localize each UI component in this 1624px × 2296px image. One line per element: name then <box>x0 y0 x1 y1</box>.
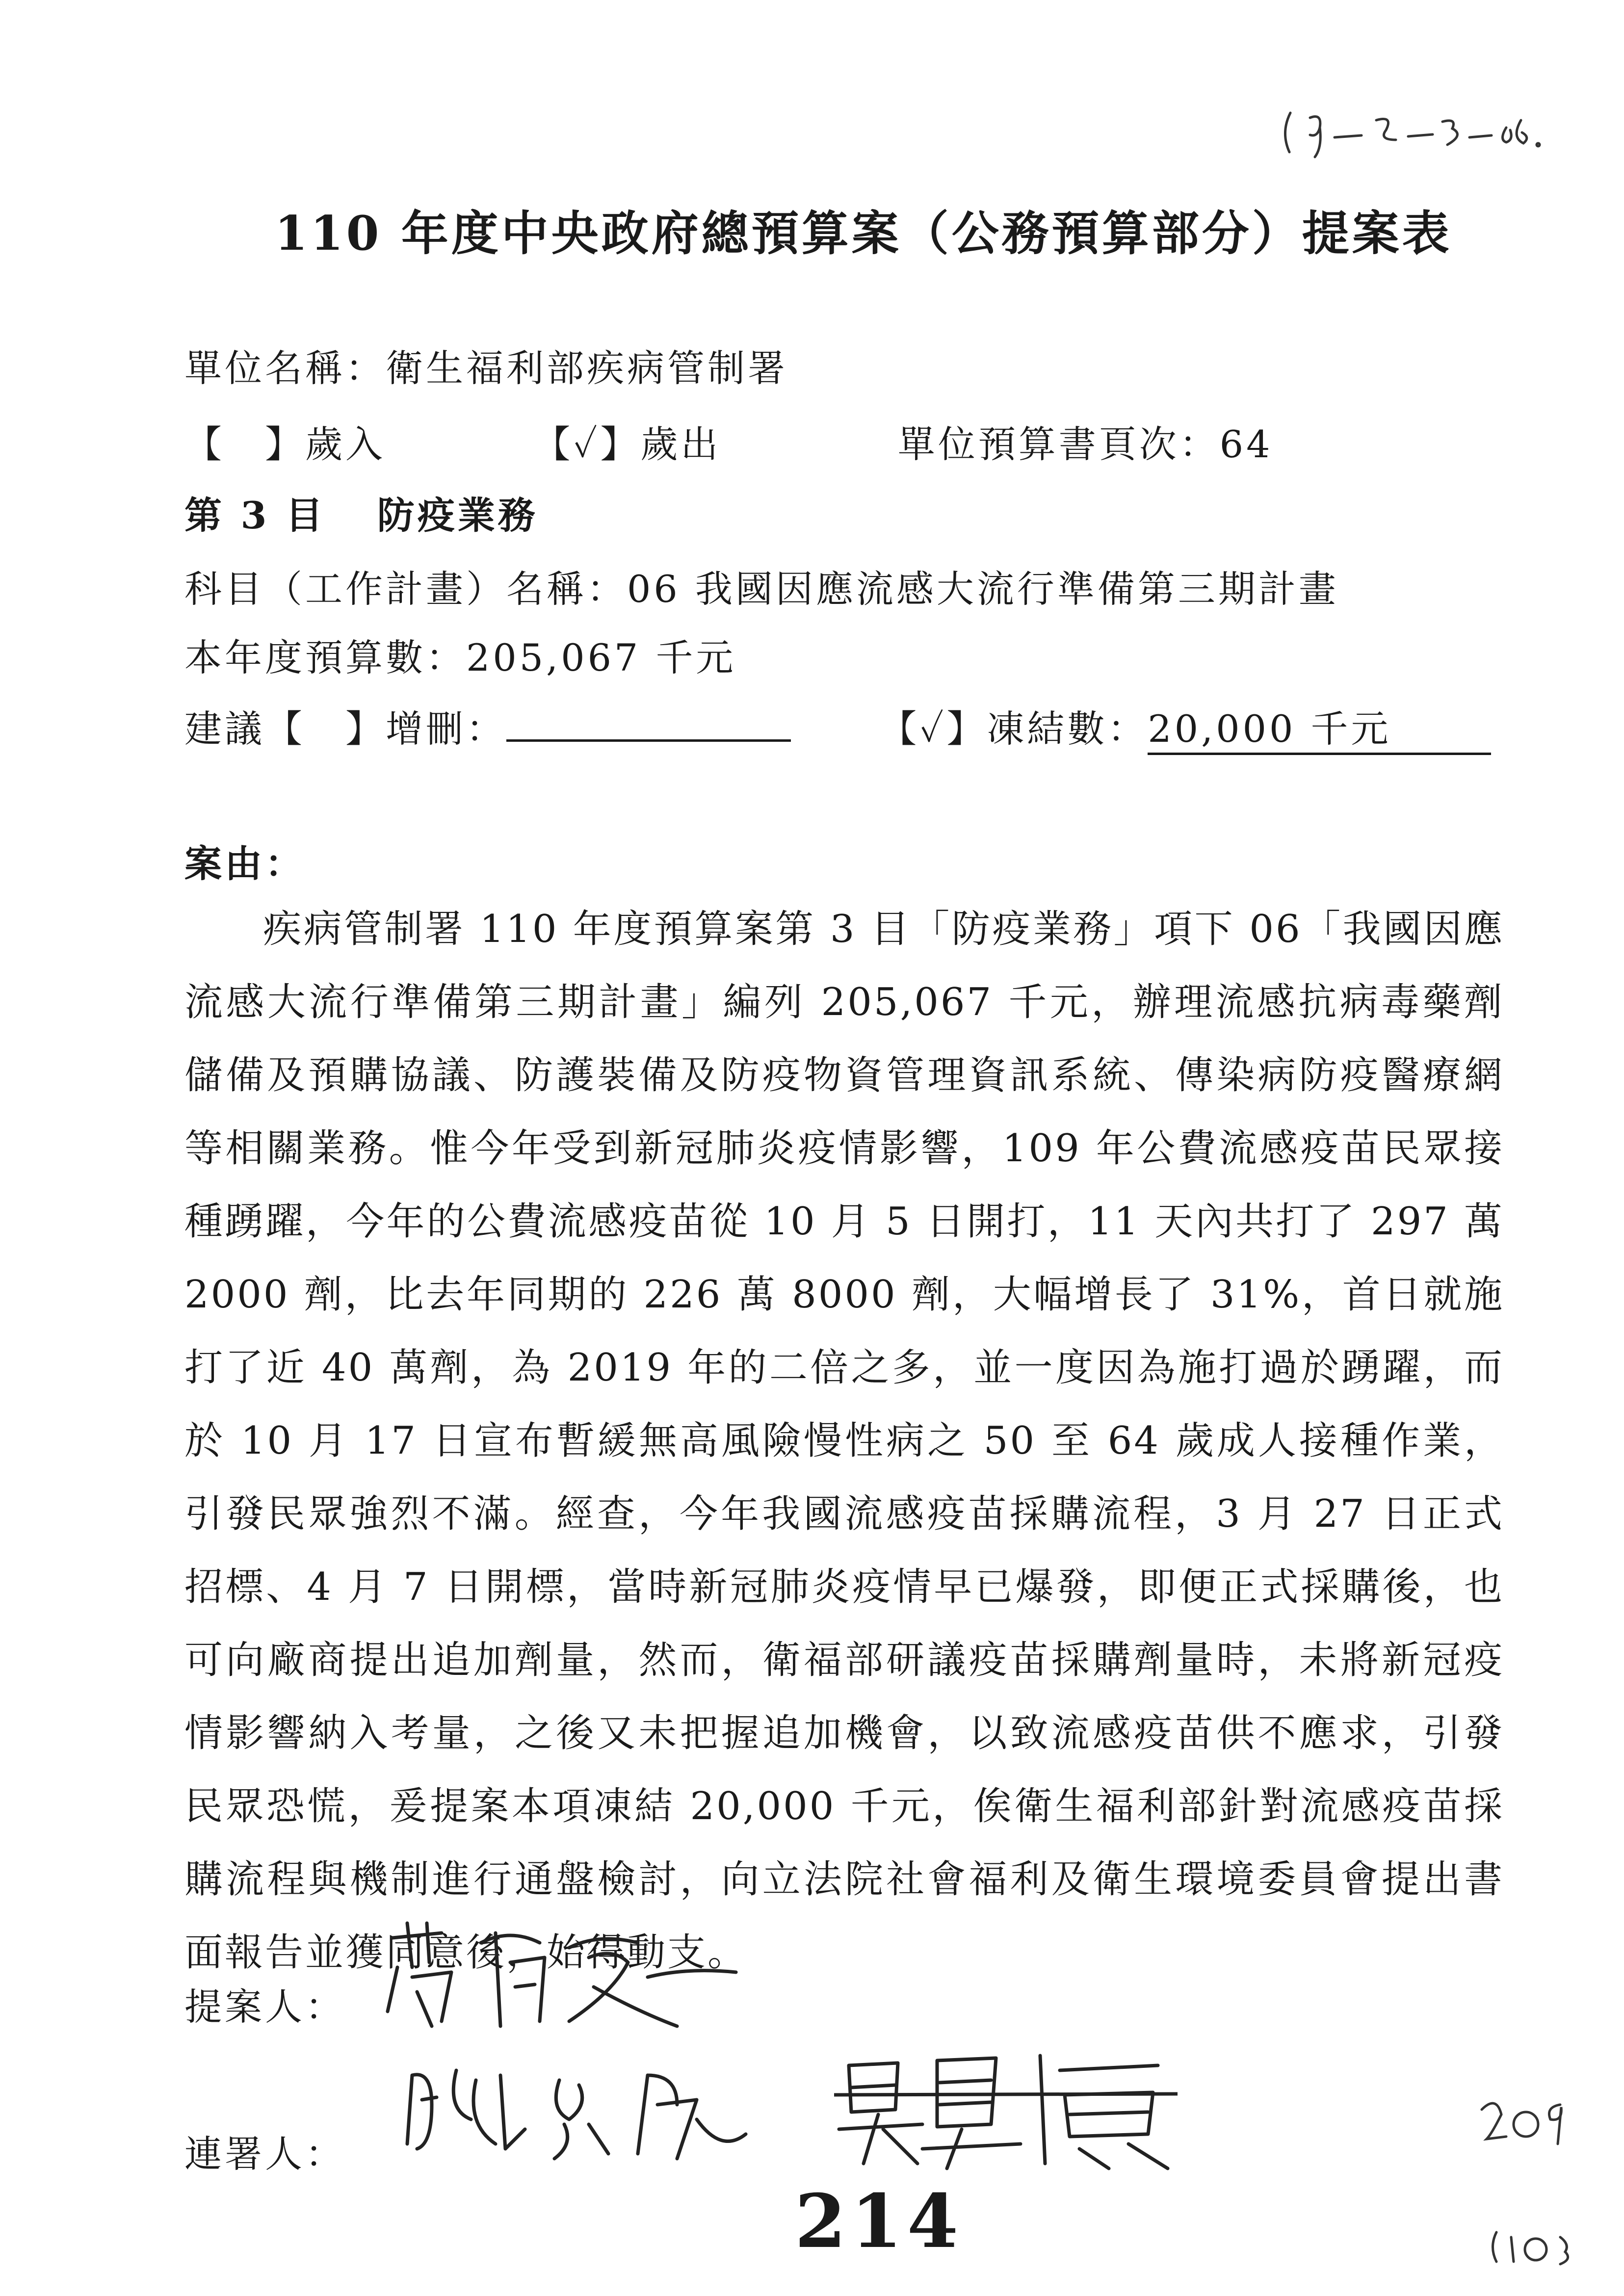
freeze-label: 凍結數： <box>987 707 1148 751</box>
item-label: 第 3 目 <box>184 494 326 537</box>
item-row <box>184 486 538 539</box>
program-row <box>184 559 1339 613</box>
expense-label: 歲出 <box>640 422 721 466</box>
unit-value: 衛生福利部疾病管制署 <box>386 346 788 390</box>
budget-value: 205,067 千元 <box>466 636 736 679</box>
page-ref-label: 單位預算書頁次： <box>897 422 1220 466</box>
cut-value-blank <box>506 739 791 742</box>
revenue-label: 歲入 <box>305 422 386 466</box>
handwritten-number-icon <box>1477 2090 1575 2149</box>
page-ref-value: 64 <box>1219 422 1273 466</box>
reason-heading: 案由： <box>184 842 305 886</box>
corner-number-10 <box>1487 2222 1585 2273</box>
page-number: 214 <box>795 2178 964 2265</box>
proposer-signature <box>383 1913 756 2043</box>
reason-body: 疾病管制署 110 年度預算案第 3 目「防疫業務」項下 06「我國因應流感大流行準備第三期計畫」編列 205,067 千元，辦理流感抗病毒藥劑儲備及預購協議、防護裝備及防疫物資管理資訊系統、傳染病防疫醫療網等相關業務。惟今年受到新冠肺炎疫情影響，109 年公費流感疫苗民眾接種踴躍，今年的公費流感疫苗從 10 月 5 日開打，11 天內共打了 297 萬 2000 劑，比去年同期的 226 萬 8000 劑，大幅增長了 31%，首日就施打了近 40 萬劑，為 2019 年的二倍之多，並一度因為施打過於踴躍，而於 10 月 17 日宣布暫緩無高風險慢性病之 50 至 64 歲成人接種作業，引發民眾強烈不滿。經查，今年我國流感疫苗採購流程，3 月 27 日正式招標、4 月 7 日開標，當時新冠肺炎疫情早已爆發，即便正式採購後，也可向廠商提出追加劑量，然而，衛福部研議疫苗採購劑量時，未將新冠疫情影響納入考量，之後又未把握追加機會，以致流感疫苗供不應求，引發民眾恐慌，爰提案本項凍結 20,000 千元，俟衛生福利部針對流感疫苗採購流程與機制進行通盤檢討，向立法院社會福利及衛生環境委員會提出書面報告並獲同意後，始得動支。 <box>184 907 1504 1975</box>
corner-number-209 <box>1477 2090 1575 2151</box>
handwritten-reference-note <box>1276 93 1550 172</box>
suggestion-label: 建議 <box>184 707 265 751</box>
handwritten-number-icon <box>1487 2222 1585 2271</box>
page-title: 110 年度中央政府總預算案（公務預算部分）提案表 <box>275 206 1452 261</box>
freeze-value: 20,000 千元 <box>1148 699 1491 755</box>
cosigner-label: 連署人： <box>184 2132 345 2176</box>
freeze-checkbox: 【✓】 <box>879 707 987 751</box>
budget-label: 本年度預算數： <box>184 636 466 679</box>
expense-checkbox: 【✓】 <box>533 422 641 466</box>
category-row <box>184 415 1273 468</box>
signature-icon <box>402 2046 805 2173</box>
cut-label: 增刪： <box>386 707 506 751</box>
unit-row <box>184 339 788 392</box>
program-label: 科目（工作計畫）名稱： <box>184 567 627 611</box>
signature-icon <box>834 2036 1178 2173</box>
item-name: 防疫業務 <box>377 494 538 537</box>
revenue-checkbox: 【 】 <box>184 422 305 466</box>
proposer-label: 提案人： <box>184 1985 345 2029</box>
budget-row <box>184 628 736 681</box>
handwriting-icon <box>1276 93 1550 172</box>
cut-checkbox: 【 】 <box>265 707 386 751</box>
program-value: 06 我國因應流感大流行準備第三期計畫 <box>627 567 1339 611</box>
cosigner-signature-2 <box>834 2036 1178 2175</box>
suggestion-row <box>184 699 1491 755</box>
signature-icon <box>383 1913 756 2041</box>
unit-label: 單位名稱： <box>184 346 386 390</box>
cosigner-signature-1 <box>402 2046 805 2175</box>
